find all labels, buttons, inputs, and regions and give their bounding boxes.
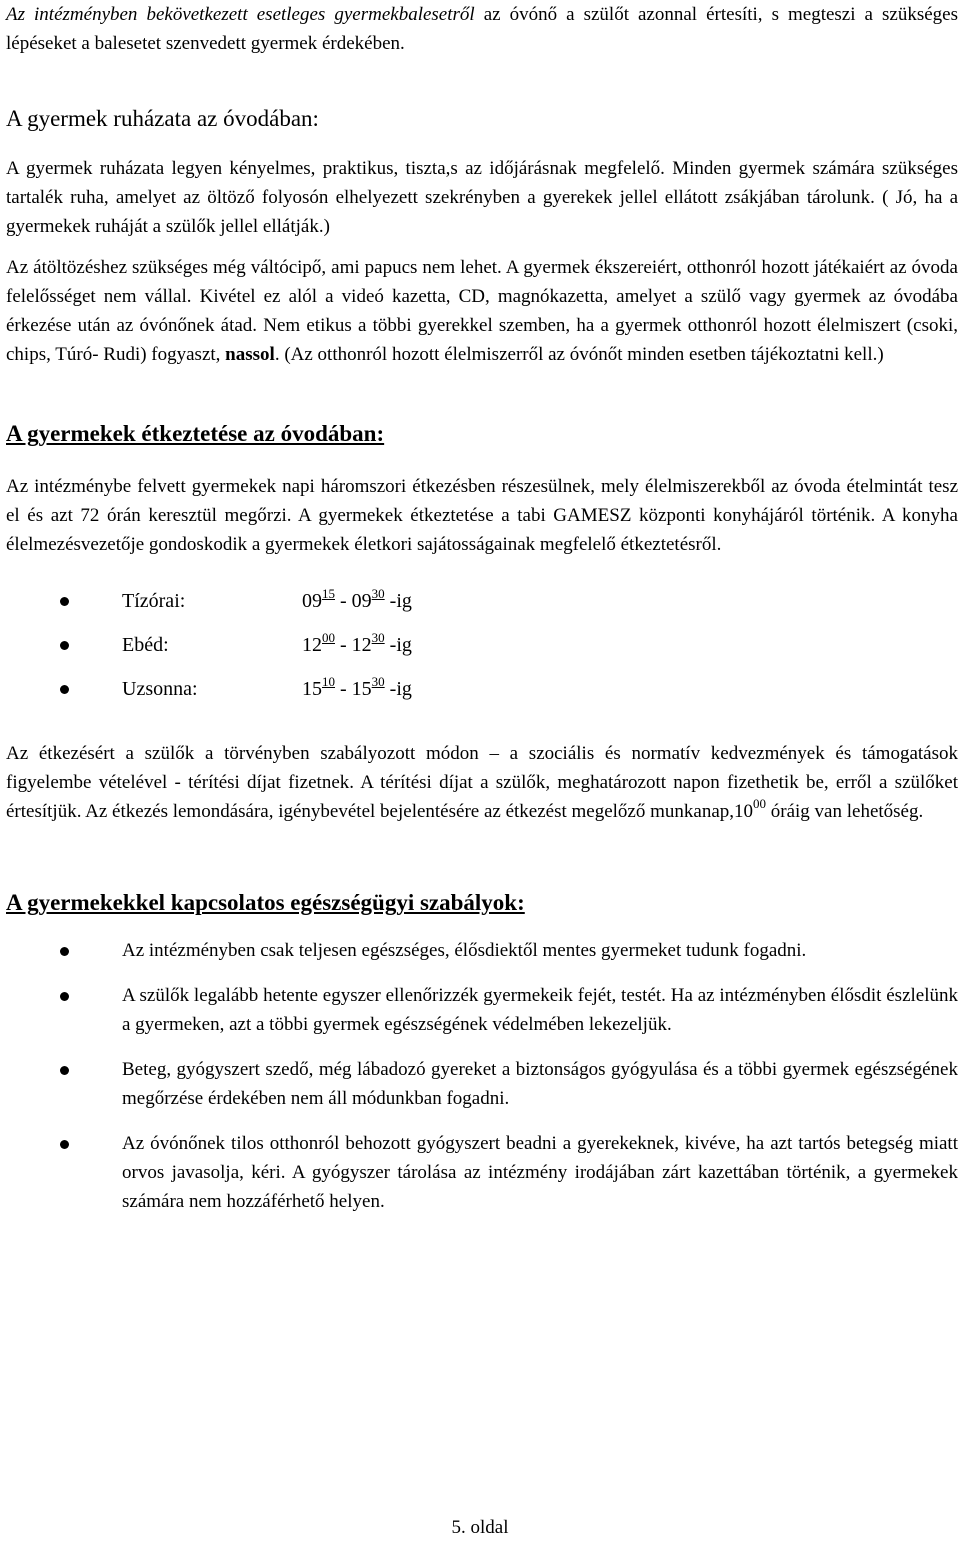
health-rule-text: A szülők legalább hetente egyszer ellenőrizzék gyermekeik fejét, testét. Ha az intézményben élősdit észlelünk a gyermeken, azt a többi gyermek egészségének védelmében lekezeljük. (122, 985, 958, 1035)
bullet-icon (60, 685, 69, 694)
intro-rest: az óvónő a szülőt azonnal értesíti, s megteszi a szükséges lépéseket a balesetet szenvedett gyermek érdekében. (6, 4, 958, 54)
bullet-icon (60, 947, 69, 956)
meals-p2-b: óráig van lehetőség. (766, 801, 924, 822)
intro-italic: Az intézményben bekövetkezett esetleges gyermekbalesetről (6, 4, 475, 25)
bullet-icon (60, 992, 69, 1001)
meals-paragraph-2 (6, 739, 958, 826)
meals-paragraph-1: Az intézménybe felvett gyermekek napi háromszori étkezésben részesülnek, mely élelmiszerekből az óvoda ételmintát tesz el és azt 72 órán keresztül megőrzi. A gyermekek étkeztetése a tabi GAMESZ központi konyhájáról történik. A konyha élelmezésvezetője gondoskodik a gyermekek életkori sajátosságainak megfelelő étkeztetésről. (6, 476, 958, 555)
clothing-p2-b: . (Az otthonról hozott élelmiszerről az óvónőt minden esetben tájékoztatni kell.) (274, 344, 884, 365)
meal-item (6, 579, 958, 623)
health-rule-text: Az intézményben csak teljesen egészséges, élősdiektől mentes gyermeket tudunk fogadni. (122, 940, 807, 961)
meal-label: Uzsonna: (122, 678, 198, 700)
health-rule-text: Az óvónőnek tilos otthonról behozott gyógyszert beadni a gyerekeknek, kivéve, ha azt tartós betegség miatt orvos javasolja, kéri. A gyógyszer tárolása az intézmény irodájában zárt kazettában történik, a gyermekek számára nem hozzáférhető helyen. (122, 1133, 958, 1212)
meal-item (6, 667, 958, 711)
health-rule-text: Beteg, gyógyszert szedő, még lábadozó gyereket a biztonságos gyógyulása és a többi gyermek egészségének megőrzése érdekében nem áll módunkban fogadni. (122, 1059, 958, 1109)
intro-paragraph (6, 0, 958, 58)
health-rule-item (6, 1055, 958, 1113)
health-heading: A gyermekekkel kapcsolatos egészségügyi szabályok: (6, 890, 525, 915)
clothing-paragraph-1: A gyermek ruházata legyen kényelmes, praktikus, tiszta,s az időjárásnak megfelelő. Minden gyermek számára szükséges tartalék ruha, amelyet az öltöző folyosón elhelyezett szekrényben a gyerekek jellel ellátott zsákjában tárolunk. ( Jó, ha a gyermekek ruháját a szülők jellel ellátják.) (6, 158, 958, 237)
meal-label: Ebéd: (122, 634, 169, 656)
page-number: 5. oldal (451, 1517, 509, 1538)
meal-item (6, 623, 958, 667)
meal-label: Tízórai: (122, 590, 186, 612)
document-page (6, 0, 958, 1216)
meal-time: $15^{10} - 15^{30}$ -ig (302, 674, 412, 700)
bullet-icon (60, 641, 69, 650)
bullet-icon (60, 1066, 69, 1075)
meal-schedule (6, 579, 958, 711)
clothing-paragraph-2 (6, 253, 958, 369)
clothing-heading: A gyermek ruházata az óvodában: (6, 106, 319, 131)
health-rule-item (6, 1129, 958, 1216)
health-rules-list (6, 936, 958, 1216)
health-rule-item (6, 936, 958, 965)
clothing-p2-a: Az átöltözéshez szükséges még váltócipő, ami papucs nem lehet. A gyermek ékszereiért, otthonról hozott játékaiért az óvoda felelősséget nem vállal. Kivétel ez alól a videó kazetta, CD, magnókazetta, amelyet a szülő vagy gyermek az óvodába érkezése után az óvónőnek átad. Nem etikus a többi gyerekkel szemben, ha a gyermek otthonról hozott élelmiszert (csoki, chips, Túró- Rudi) fogyaszt, (6, 257, 958, 365)
meals-heading: A gyermekek étkeztetése az óvodában: (6, 421, 385, 446)
meals-p2-sup: 00 (753, 796, 767, 811)
clothing-p2-bold: nassol (225, 344, 275, 365)
meal-time: $12^{00} - 12^{30}$ -ig (302, 630, 412, 656)
bullet-icon (60, 597, 69, 606)
bullet-icon (60, 1140, 69, 1149)
meal-time: $09^{15} - 09^{30}$ -ig (302, 586, 412, 612)
meals-p2-a: Az étkezésért a szülők a törvényben szabályozott módon – a szociális és normatív kedvezmények és támogatások figyelembe vételével - térítési díjat fizetnek. A térítési díjat a szülők, meghatározott napon fizethetik be, erről a szülőket értesítjük. Az étkezés lemondására, igénybevétel bejelentésére az étkezést megelőző munkanap,10 (6, 743, 958, 822)
health-rule-item (6, 981, 958, 1039)
